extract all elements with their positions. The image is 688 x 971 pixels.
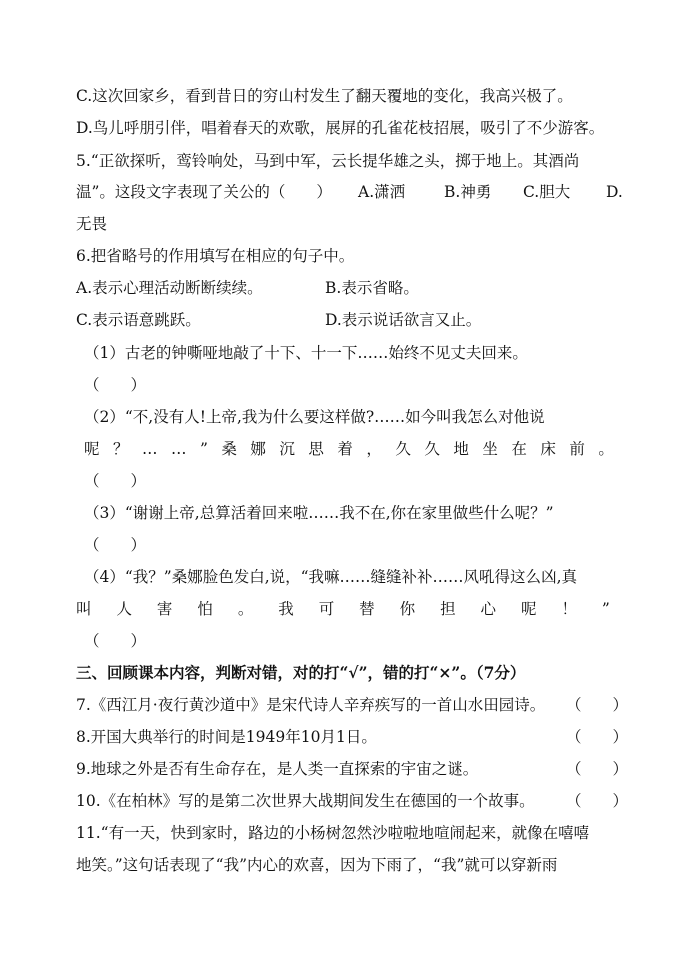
text-char: 叫 bbox=[76, 600, 92, 618]
text-char: 坐 bbox=[482, 440, 498, 458]
judge-item-10-paren: （ ） bbox=[566, 792, 629, 810]
sentence-4-line-2 bbox=[76, 598, 610, 620]
text-char: 沉 bbox=[279, 440, 295, 458]
sentence-4-line-1: （4）“我？”桑娜脸色发白,说，“我嘛……缝缝补补……风吼得这么凶,真 bbox=[84, 568, 577, 586]
text-char: 。 bbox=[237, 600, 254, 618]
text-char: … bbox=[170, 440, 187, 458]
question-5-line-3: 无畏 bbox=[76, 215, 108, 233]
text-char: 前 bbox=[569, 440, 585, 458]
text-char: 我 bbox=[278, 600, 294, 618]
text-char: 害 bbox=[156, 600, 173, 618]
judge-item-7-paren: （ ） bbox=[566, 696, 629, 714]
text-char: 思 bbox=[308, 440, 324, 458]
q6-option-b: B.表示省略。 bbox=[325, 279, 419, 297]
q6-option-d: D.表示说话欲言又止。 bbox=[325, 311, 482, 329]
text-char: 可 bbox=[318, 600, 335, 618]
sentence-1-answer-blank: （ ） bbox=[84, 376, 147, 394]
q5-option-b: B.神勇 bbox=[444, 183, 492, 201]
q5-option-c: C.胆大 bbox=[523, 183, 571, 201]
text-char: 。 bbox=[598, 440, 614, 458]
judge-item-11-line-1: 11.“有一天，快到家时，路边的小杨树忽然沙啦啦地喧闹起来，就像在嘻嘻 bbox=[76, 824, 590, 842]
sentence-2-line-2 bbox=[84, 438, 614, 460]
option-d-line: D.鸟儿呼朋引伴，唱着春天的欢歌，展屏的孔雀花枝招展，吸引了不少游客。 bbox=[76, 119, 605, 137]
text-char: ， bbox=[366, 440, 382, 458]
judge-item-10: 10.《在柏林》写的是第二次世界大战期间发生在德国的一个故事。 bbox=[76, 792, 535, 810]
text-char: 你 bbox=[399, 600, 416, 618]
text-char: ” bbox=[601, 600, 610, 618]
sentence-3-answer-blank: （ ） bbox=[84, 536, 147, 554]
text-char: 呢 bbox=[520, 600, 537, 618]
text-char: 久 bbox=[395, 440, 411, 458]
sentence-4-answer-blank: （ ） bbox=[84, 632, 147, 650]
judge-item-11-line-2: 地笑。”这句话表现了“我”内心的欢喜，因为下雨了，“我”就可以穿新雨 bbox=[76, 856, 558, 874]
text-char: 地 bbox=[453, 440, 469, 458]
q5-option-d: D. bbox=[606, 183, 623, 201]
question-5-line-1: 5.“正欲探听，鸾铃响处，马到中军，云长提华雄之头，掷于地上。其酒尚 bbox=[76, 152, 580, 170]
sentence-3: （3）“谢谢上帝,总算活着回来啦……我不在,你在家里做些什么呢？” bbox=[84, 504, 554, 522]
text-char: 久 bbox=[424, 440, 440, 458]
q5-option-a: A.潇洒 bbox=[358, 183, 406, 201]
text-char: 替 bbox=[359, 600, 375, 618]
judge-item-9-paren: （ ） bbox=[566, 760, 629, 778]
sentence-1: （1）古老的钟嘶哑地敲了十下、十一下……始终不见丈夫回来。 bbox=[84, 344, 528, 362]
question-5-line-2 bbox=[76, 181, 623, 203]
text-char: 在 bbox=[511, 440, 527, 458]
judge-item-9: 9.地球之外是否有生命存在，是人类一直探索的宇宙之谜。 bbox=[76, 760, 479, 778]
text-char: 人 bbox=[116, 600, 132, 618]
q6-option-c: C.表示语意跳跃。 bbox=[76, 311, 201, 329]
sentence-2-line-1: （2）“不,没有人!上帝,我为什么要这样做?……如今叫我怎么对他说 bbox=[84, 408, 545, 426]
sentence-2-answer-blank: （ ） bbox=[84, 472, 147, 490]
text-char: … bbox=[142, 440, 158, 458]
text-char: ” bbox=[199, 440, 208, 458]
text-char: 床 bbox=[540, 440, 556, 458]
question-5-stem: 温”。这段文字表现了关公的（ ） bbox=[76, 183, 332, 201]
text-char: ？ bbox=[113, 440, 129, 458]
text-char: 桑 bbox=[221, 440, 237, 458]
text-char: 怕 bbox=[197, 600, 213, 618]
q6-option-a: A.表示心理活动断断续续。 bbox=[76, 279, 263, 297]
text-char: 着 bbox=[337, 440, 353, 458]
option-c-line: C.这次回家乡，看到昔日的穷山村发生了翻天覆地的变化，我高兴极了。 bbox=[76, 87, 573, 105]
text-char: ！ bbox=[561, 600, 577, 618]
question-6-title: 6.把省略号的作用填写在相应的句子中。 bbox=[76, 247, 355, 265]
text-char: 娜 bbox=[250, 440, 266, 458]
text-char: 呢 bbox=[84, 440, 100, 458]
text-char: 心 bbox=[480, 600, 497, 618]
judge-item-8-paren: （ ） bbox=[566, 728, 629, 746]
text-char: 担 bbox=[440, 600, 456, 618]
section-3-heading: 三、回顾课本内容，判断对错，对的打“√”，错的打“×”。（7分） bbox=[76, 663, 526, 682]
judge-item-7: 7.《西江月·夜行黄沙道中》是宋代诗人辛弃疾写的一首山水田园诗。 bbox=[76, 696, 546, 714]
judge-item-8: 8.开国大典举行的时间是1949年10月1日。 bbox=[76, 728, 377, 746]
